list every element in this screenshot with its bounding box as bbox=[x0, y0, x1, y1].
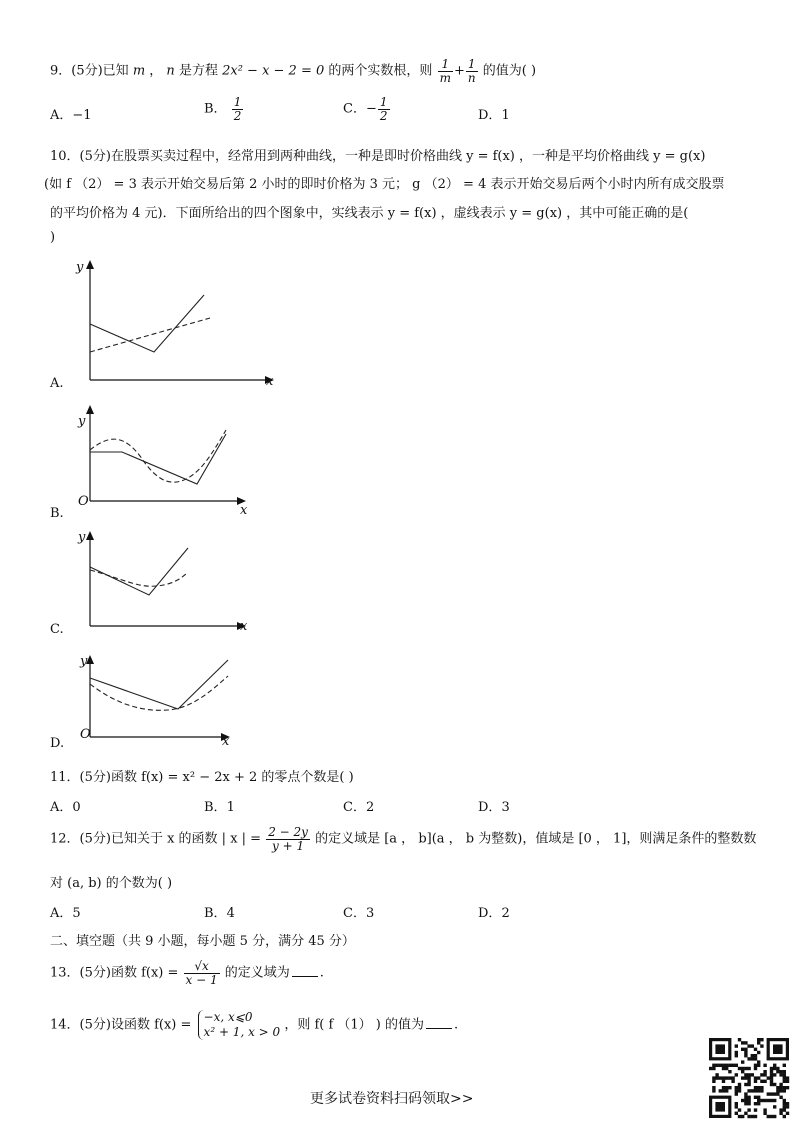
graph-a-y-label: y bbox=[76, 260, 84, 275]
graph-b-x-label: x bbox=[240, 503, 248, 518]
graph-d-origin: O bbox=[80, 727, 91, 742]
q11-option-c: C．2 bbox=[343, 800, 375, 815]
q10-line-3: 的平均价格为 4 元)．下面所给出的四个图象中，实线表示 y = f(x) ，虚线表示 y = g(x) ，其中可能正确的是( bbox=[50, 206, 689, 221]
graph-b-dashed-curve bbox=[90, 430, 226, 482]
q13-pre: 13．(5分)函数 f(x) = bbox=[50, 965, 179, 981]
q11-option-b: B．1 bbox=[204, 800, 235, 815]
graph-d-y-label: y bbox=[80, 654, 88, 669]
graph-a-label: A. bbox=[50, 376, 64, 391]
q11-option-d: D．3 bbox=[478, 800, 510, 815]
section-2-heading: 二、填空题（共 9 小题，每小题 5 分，满分 45 分） bbox=[50, 934, 355, 949]
graph-c-x-label: x bbox=[240, 619, 248, 634]
graph-d-x-label: x bbox=[222, 734, 230, 749]
graph-c-label: C. bbox=[50, 622, 64, 637]
graph-c-y-arrow bbox=[86, 531, 94, 540]
q9-stem-text: 9．(5分)已知 bbox=[50, 63, 129, 79]
q14-end: . bbox=[454, 1017, 459, 1033]
q10-line-1: 10．(5分)在股票买卖过程中，经常用到两种曲线，一种是即时价格曲线 y = f(x) ，一种是平均价格曲线 y = g(x) bbox=[50, 149, 706, 164]
graph-b-solid-curve bbox=[90, 434, 226, 484]
graph-c-dashed-curve bbox=[90, 570, 188, 586]
q12-option-a: A．5 bbox=[50, 906, 81, 921]
qr-code[interactable] bbox=[709, 1038, 789, 1118]
q9-stem: 9．(5分)已知 m ， n 是方程 2x² − x − 2 = 0 的两个实数根，则 $\frac{1}{m}$ + $\frac{1}{n}$ 的值为( ) bbox=[50, 57, 537, 85]
q13-end: . bbox=[319, 965, 324, 981]
graph-b-origin: O bbox=[78, 494, 89, 509]
q9-option-c: C．− $\frac{1}{2}$ bbox=[343, 95, 388, 123]
q11-stem: 11．(5分)函数 f(x) = x² − 2x + 2 的零点个数是( ) bbox=[50, 770, 354, 785]
q14-piecewise: −x, x⩽0 x² + 1, x > 0 bbox=[198, 1010, 281, 1040]
q13-post: 的定义域为 bbox=[224, 965, 290, 981]
q9-option-a: A．−1 bbox=[50, 108, 92, 123]
q13-answer-blank bbox=[292, 966, 318, 977]
q12-pre: 12．(5分)已知关于 x 的函数 | x | = bbox=[50, 831, 262, 847]
q10-line-4: ) bbox=[50, 230, 56, 245]
graph-b-label: B. bbox=[50, 506, 64, 521]
graph-b-y-label: y bbox=[78, 414, 86, 429]
q12-option-d: D．2 bbox=[478, 906, 510, 921]
q13-fraction: $\frac{√x}{x - 1}$ bbox=[185, 959, 218, 987]
graph-d-solid-curve bbox=[90, 660, 228, 709]
q13-stem bbox=[50, 960, 324, 986]
graph-d-dashed-curve bbox=[90, 676, 228, 710]
q9-option-d: D．1 bbox=[478, 108, 510, 123]
q12-stem bbox=[50, 826, 756, 852]
q9-var-m: m bbox=[132, 63, 146, 79]
graph-a-x-label: x bbox=[266, 374, 274, 389]
graph-b-y-arrow bbox=[86, 405, 94, 414]
footer-text[interactable]: 更多试卷资料扫码领取>> bbox=[310, 1091, 474, 1107]
q12-post: 的定义域是 [a ， b](a ， b 为整数)，值域是 [0 ， 1]，则满足条件的整数数 bbox=[315, 831, 757, 847]
graph-a bbox=[60, 260, 290, 395]
q14-stem bbox=[50, 1010, 458, 1040]
q11-option-a: A．0 bbox=[50, 800, 81, 815]
q12-option-c: C．3 bbox=[343, 906, 375, 921]
graph-c-solid-curve bbox=[90, 548, 188, 595]
graph-a-solid-curve bbox=[90, 295, 204, 352]
q9-text-mid: 是方程 bbox=[178, 63, 218, 79]
graph-d-label: D. bbox=[50, 736, 65, 751]
q9-text-mid2: 的两个实数根，则 bbox=[328, 63, 433, 79]
q12-line-2: 对 (a, b) 的个数为( ) bbox=[50, 876, 173, 891]
graph-c-y-label: y bbox=[78, 530, 86, 545]
q10-line-2: (如 f （2） = 3 表示开始交易后第 2 小时的即时价格为 3 元； g （2） = 4 表示开始交易后两个小时内所有成交股票 bbox=[44, 177, 725, 192]
graph-a-y-arrow bbox=[86, 260, 94, 269]
q9-fraction-1: $\frac{1}{m}$ bbox=[439, 57, 451, 85]
q9-tail: 的值为( ) bbox=[482, 63, 537, 79]
q14-post: ，则 f( f （1） ) 的值为 bbox=[284, 1017, 425, 1033]
q9-fraction-2: $\frac{1}{n}$ bbox=[467, 57, 476, 85]
graph-a-dashed-curve bbox=[90, 318, 210, 352]
q9-equation: 2x² − x − 2 = 0 bbox=[222, 63, 325, 79]
q12-fraction: $\frac{2 - 2y}{y + 1}$ bbox=[268, 825, 308, 853]
graph-b bbox=[60, 404, 260, 514]
q9-plus: + bbox=[453, 63, 465, 79]
q14-pre: 14．(5分)设函数 f(x) = bbox=[50, 1017, 192, 1033]
graph-c bbox=[60, 530, 260, 635]
q9-var-n: n bbox=[166, 63, 175, 79]
q12-option-b: B．4 bbox=[204, 906, 235, 921]
q9-option-b: B． $\frac{1}{2}$ bbox=[204, 95, 242, 123]
q14-answer-blank bbox=[426, 1018, 452, 1029]
